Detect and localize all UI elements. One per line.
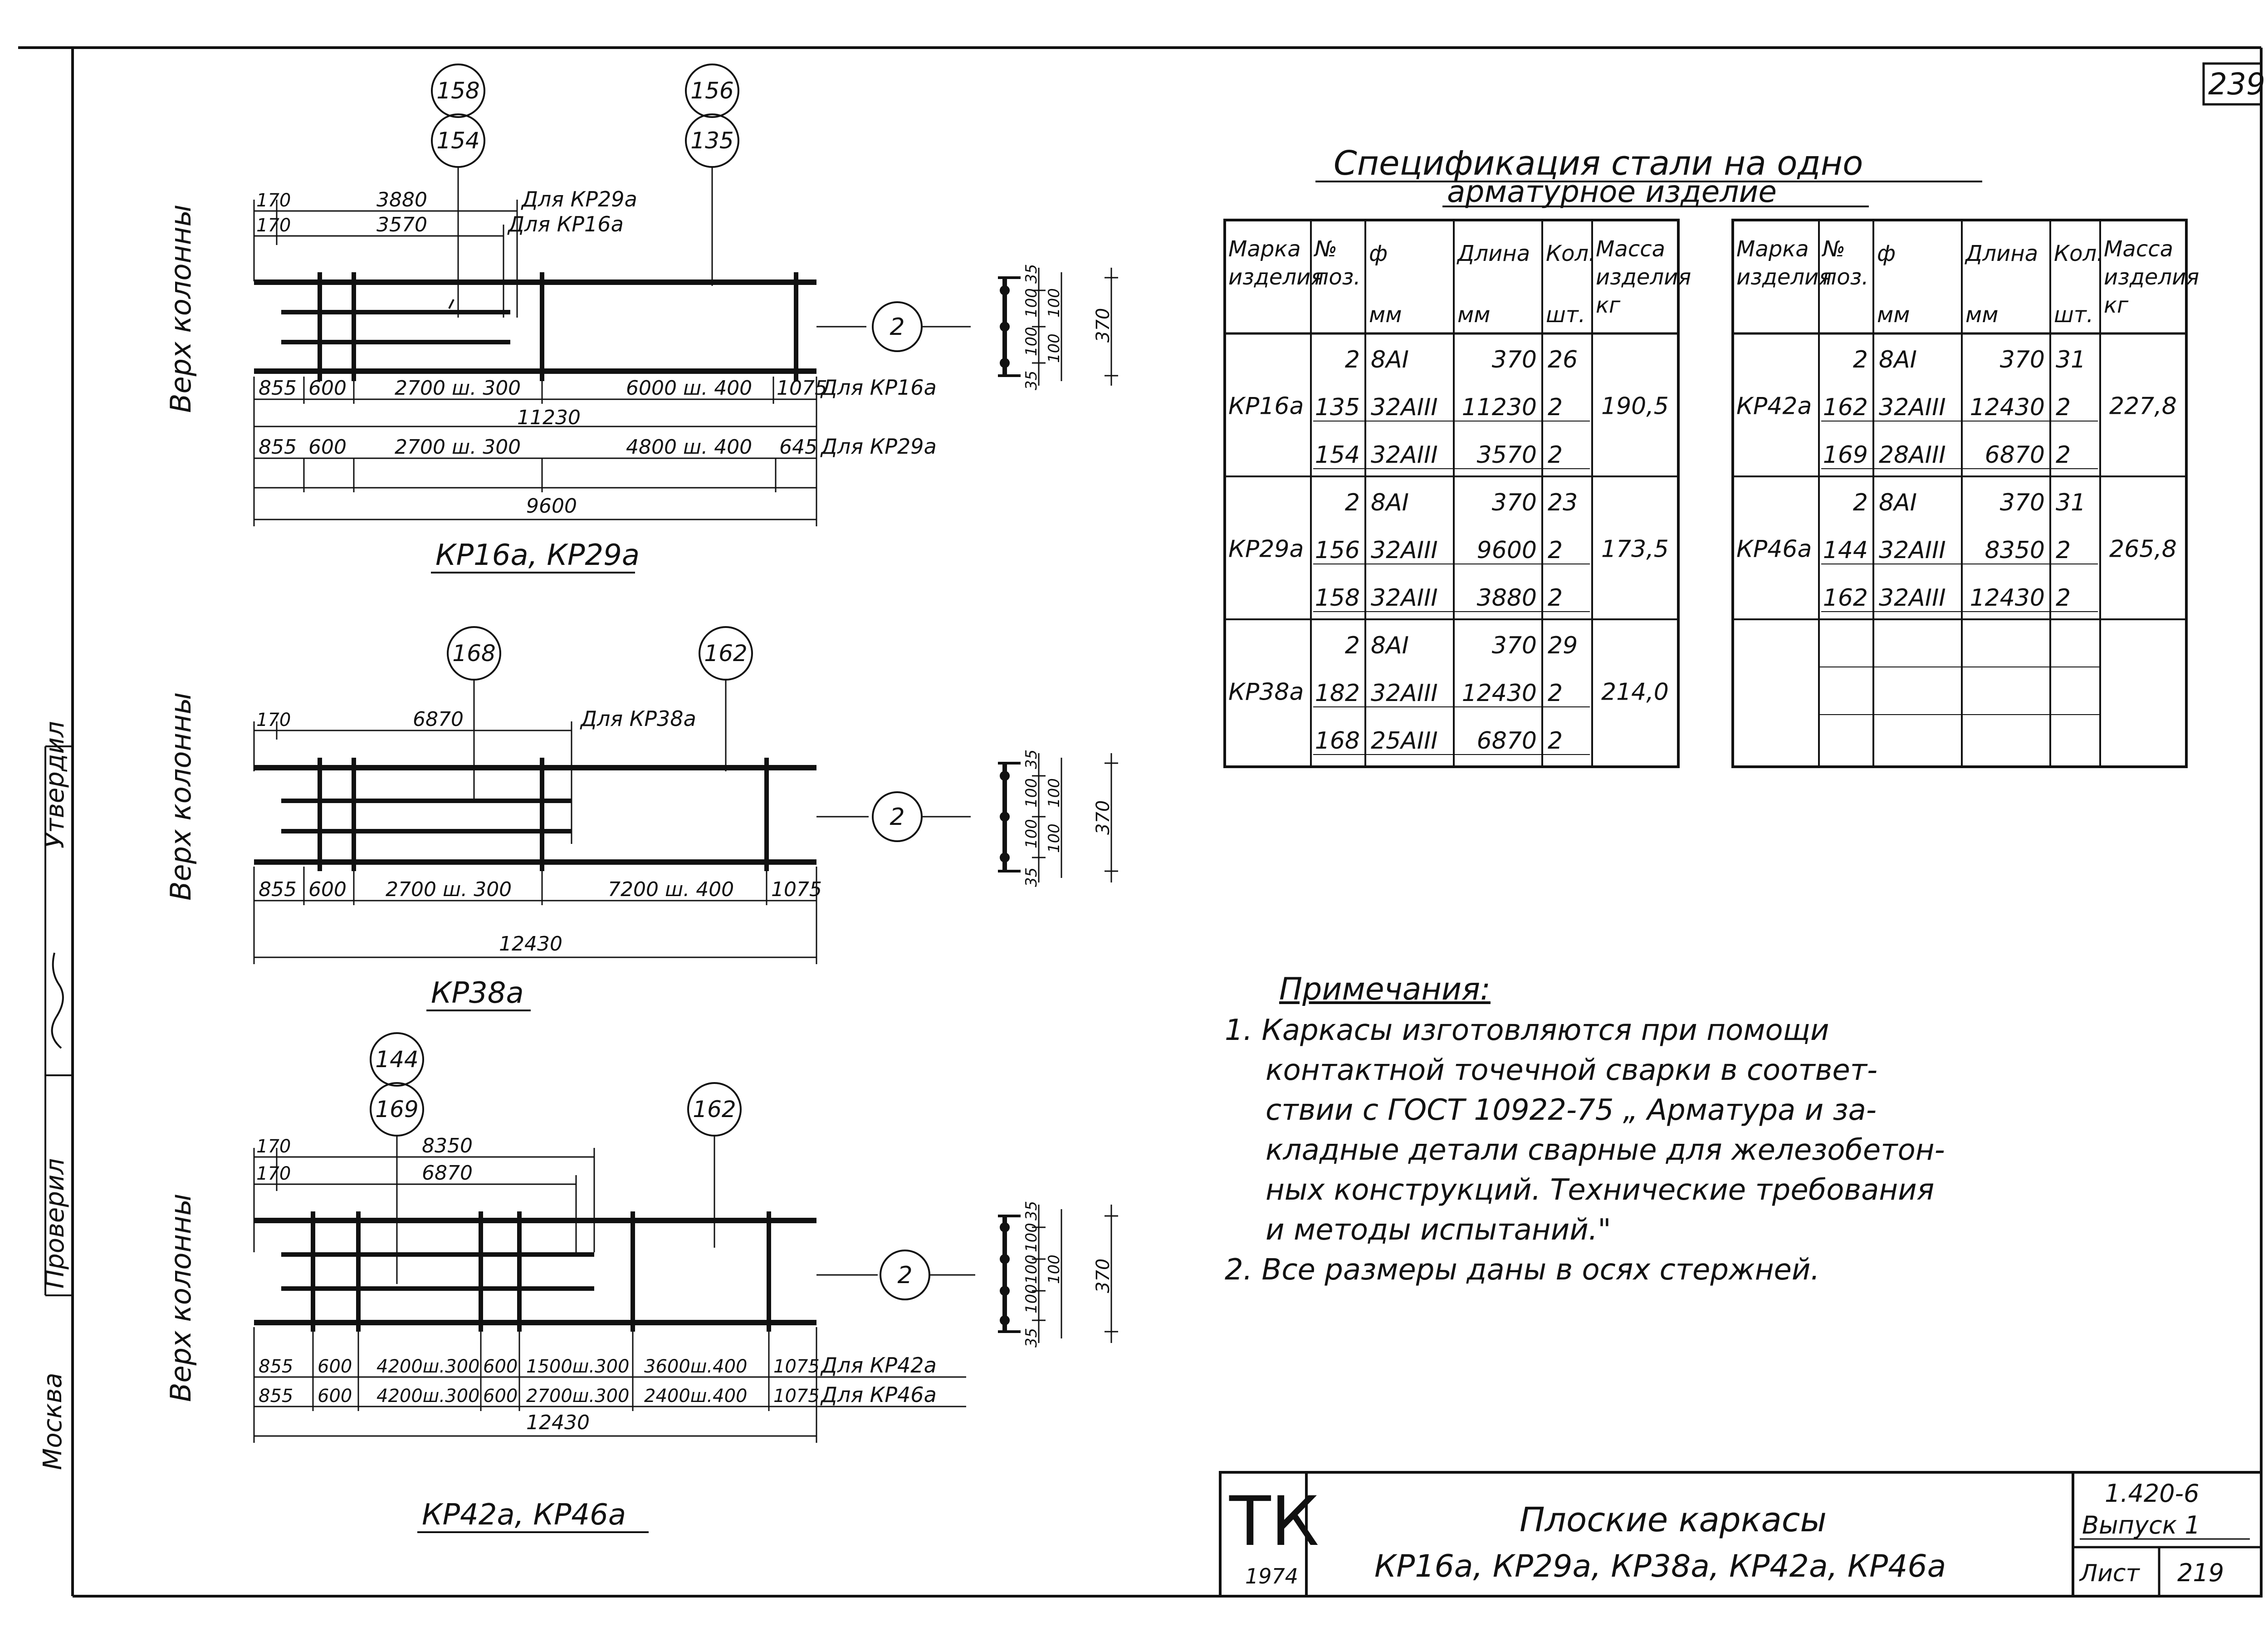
dim-note: Для КР38а [581, 706, 696, 731]
section-dim: 100 [1022, 1255, 1041, 1284]
spec-cell: 8АI [1879, 346, 1917, 373]
dim-label: 2700 ш. 300 [386, 878, 512, 901]
section-dim: 370 [1093, 800, 1114, 835]
spec-cell: 2 [1548, 680, 1563, 707]
spec-cell: 32АIII [1371, 584, 1438, 612]
spec-cell: 370 [1491, 489, 1537, 516]
spec-header-cell: Длина [1457, 241, 1530, 266]
dim-note: Для КР16а [821, 375, 937, 400]
spec-mark: КР38а [1228, 678, 1304, 706]
dim-label: 6000 ш. 400 [626, 377, 753, 400]
spec-mark: КР46а [1736, 535, 1812, 563]
section-dim: 100 [1022, 778, 1041, 808]
dim-label: 170 [256, 1163, 291, 1184]
dim-label: 1075 [771, 878, 822, 901]
side-signature-icon [52, 953, 63, 1048]
dim-label: 855 [259, 436, 297, 459]
spec-cell: 154 [1315, 441, 1360, 469]
spec-cell: 370 [1491, 632, 1537, 659]
note-line: 1. Каркасы изготовляются при помощи [1225, 1014, 1829, 1047]
spec-cell: 32АIII [1879, 537, 1946, 564]
spec-cell: 6870 [1476, 727, 1537, 755]
spec-header-cell: ф [1369, 241, 1388, 266]
spec-cell: 2 [1548, 537, 1563, 564]
section-dim: 35 [1022, 749, 1041, 769]
spec-header-cell: шт. [2054, 302, 2094, 328]
spec-cell: 3570 [1476, 441, 1537, 469]
dim-label: 1075 [773, 1356, 820, 1377]
section-dim: 100 [1022, 1284, 1041, 1314]
spec-title-line1: Спецификация стали на одно [1334, 144, 1863, 183]
spec-header-cell: кг [1596, 293, 1621, 318]
section-marker-label: 2 [897, 1262, 913, 1289]
dim-label: 1075 [777, 377, 827, 400]
dim-label: 170 [256, 190, 291, 211]
dim-label: 6870 [422, 1162, 473, 1185]
spec-cell: 8АI [1371, 346, 1409, 373]
spec-cell: 156 [1315, 537, 1360, 564]
spec-header-cell: Длина [1965, 241, 2038, 266]
spec-cell: 2 [1548, 727, 1563, 755]
spec-cell: 31 [2056, 489, 2086, 516]
spec-header-cell: мм [1965, 302, 1999, 328]
spec-cell: 370 [1999, 346, 2045, 373]
section-dim: 370 [1093, 308, 1114, 343]
dim-total: 9600 [526, 495, 577, 518]
note-line: ных конструкций. Технические требования [1266, 1173, 1935, 1207]
spec-header-cell: изделия [1228, 265, 1324, 290]
dim-label: 2700ш.300 [526, 1386, 630, 1407]
spec-mass: 265,8 [2109, 535, 2177, 563]
title-series: 1.420-6 [2105, 1479, 2200, 1508]
callout-label: 162 [693, 1096, 736, 1122]
detail-caption: КР16а, КР29а [435, 539, 640, 572]
dim-label: 3600ш.400 [644, 1356, 748, 1377]
section-dim: 370 [1093, 1258, 1114, 1293]
callout-label: 154 [436, 127, 480, 154]
spec-header-cell: Марка [1736, 236, 1809, 262]
dim-label: 645 [779, 436, 817, 459]
dim-note: Для КР29а [522, 187, 637, 211]
spec-mark: КР16а [1228, 392, 1304, 420]
spec-cell: 31 [2056, 346, 2086, 373]
detail-kr16-kr29 [164, 64, 1118, 573]
spec-mark: КР42а [1736, 392, 1812, 420]
detail-caption: КР42а, КР46а [422, 1498, 626, 1532]
spec-header-cell: изделия [1596, 265, 1691, 290]
spec-cell: 2 [2056, 394, 2071, 421]
section-dim: 100 [1022, 1223, 1041, 1252]
spec-cell: 32АIII [1879, 584, 1946, 612]
dim-label: 6870 [413, 708, 464, 731]
dim-note: Для КР16а [508, 212, 624, 236]
title-logo: ТК [1229, 1482, 1320, 1561]
column-top-label: Верх колонны [164, 1193, 197, 1402]
callout-label: 162 [704, 640, 748, 667]
title-issue: Выпуск 1 [2082, 1511, 2200, 1539]
spec-cell: 8АI [1371, 632, 1409, 659]
section-marker-label: 2 [890, 314, 905, 341]
spec-header-cell: мм [1877, 302, 1910, 328]
spec-header-cell: Марка [1228, 236, 1301, 262]
spec-table-right [1733, 220, 2199, 767]
section-dim: 100 [1022, 288, 1041, 318]
section-dim: 100 [1045, 823, 1063, 853]
note-line: и методы испытаний." [1266, 1213, 1611, 1247]
spec-cell: 12430 [1461, 680, 1537, 707]
spec-cell: 8АI [1371, 489, 1409, 516]
callout-label: 169 [375, 1096, 419, 1122]
dim-label: 2700 ш. 300 [395, 377, 521, 400]
dim-label: 2700 ш. 300 [395, 436, 521, 459]
dim-note: Для КР42а [821, 1353, 937, 1377]
spec-cell: 2 [2056, 441, 2071, 469]
spec-cell: 2 [1344, 489, 1360, 516]
dim-label: 170 [256, 215, 291, 236]
section-dim: 100 [1045, 1255, 1063, 1284]
dim-total: 11230 [517, 406, 581, 429]
spec-cell: 3880 [1476, 584, 1537, 612]
spec-header-cell: мм [1457, 302, 1491, 328]
side-label-approved: Утвердил [40, 721, 70, 848]
spec-mass: 173,5 [1601, 535, 1669, 563]
spec-cell: 32АIII [1371, 441, 1438, 469]
section-dim: 35 [1022, 370, 1041, 390]
spec-cell: 370 [1491, 346, 1537, 373]
spec-cell: 25АIII [1371, 727, 1438, 755]
spec-cell: 370 [1999, 489, 2045, 516]
dim-label: 8350 [422, 1134, 473, 1157]
dim-label: 170 [256, 1136, 291, 1157]
dim-label: 7200 ш. 400 [608, 878, 734, 901]
section-marker-label: 2 [890, 804, 905, 831]
callout-label: 158 [436, 78, 480, 104]
spec-cell: 23 [1548, 489, 1578, 516]
spec-title-line2: арматурное изделие [1447, 174, 1777, 209]
spec-cell: 2 [1548, 441, 1563, 469]
spec-header-cell: Масса [1596, 236, 1666, 262]
spec-header-cell: изделия [2104, 265, 2200, 290]
title-line2: КР16а, КР29а, КР38а, КР42а, КР46а [1374, 1549, 1946, 1584]
spec-cell: 2 [1548, 584, 1563, 612]
dim-label: 855 [259, 1386, 293, 1407]
spec-mass: 214,0 [1601, 678, 1669, 706]
column-top-label: Верх колонны [164, 692, 197, 901]
note-line: 2. Все размеры даны в осях стержней. [1225, 1253, 1820, 1287]
dim-label: 600 [308, 436, 347, 459]
spec-cell: 168 [1315, 727, 1360, 755]
dim-label: 600 [318, 1356, 352, 1377]
spec-table-left [1225, 220, 1691, 767]
dim-label: 3570 [376, 213, 427, 236]
callout-label: 156 [690, 78, 734, 104]
spec-cell: 6870 [1984, 441, 2045, 469]
spec-cell: 162 [1823, 584, 1868, 612]
section-dim: 100 [1045, 778, 1063, 808]
sheet-number-box [2204, 64, 2265, 104]
spec-cell: 144 [1823, 537, 1868, 564]
spec-cell: 2 [2056, 584, 2071, 612]
spec-cell: 2 [1853, 346, 1868, 373]
detail-kr38 [164, 627, 1118, 1010]
dim-label: 600 [483, 1386, 518, 1407]
dim-label: 2400ш.400 [644, 1386, 748, 1407]
spec-mass: 227,8 [2109, 392, 2177, 420]
spec-header-cell: шт. [1546, 302, 1586, 328]
spec-header-cell: Кол. [1546, 241, 1596, 266]
spec-cell: 158 [1315, 584, 1360, 612]
note-line: контактной точечной сварки в соответ- [1266, 1054, 1878, 1087]
dim-label: 600 [318, 1386, 352, 1407]
spec-cell: 169 [1823, 441, 1868, 469]
dim-label: 855 [259, 1356, 293, 1377]
spec-cell: 2 [1344, 632, 1360, 659]
spec-header-cell: кг [2104, 293, 2129, 318]
callout-label: 135 [690, 127, 734, 154]
spec-cell: 2 [1548, 394, 1563, 421]
dim-label: 1500ш.300 [526, 1356, 630, 1377]
spec-cell: 9600 [1476, 537, 1537, 564]
note-line: кладные детали сварные для железобетон- [1266, 1133, 1945, 1167]
spec-cell: 12430 [1970, 394, 2045, 421]
spec-cell: 2 [2056, 537, 2071, 564]
section-dim: 35 [1022, 264, 1041, 284]
spec-cell: 162 [1823, 394, 1868, 421]
spec-header-cell: № [1315, 236, 1337, 262]
spec-section [1225, 144, 2199, 767]
spec-mass: 190,5 [1601, 392, 1669, 420]
spec-header-cell: № [1823, 236, 1845, 262]
spec-header-cell: мм [1369, 302, 1402, 328]
section-dim: 35 [1022, 1201, 1041, 1220]
spec-cell: 135 [1315, 394, 1360, 421]
spec-header-cell: поз. [1823, 265, 1869, 290]
notes-heading: Примечания: [1279, 971, 1491, 1007]
dim-label: 4200ш.300 [376, 1356, 480, 1377]
dim-label: 855 [259, 377, 297, 400]
dim-label: 600 [308, 377, 347, 400]
section-dim: 100 [1022, 819, 1041, 848]
callout-label: 144 [375, 1046, 419, 1073]
dim-label: 855 [259, 878, 297, 901]
dim-label: 4200ш.300 [376, 1386, 480, 1407]
spec-cell: 12430 [1970, 584, 2045, 612]
spec-cell: 32АIII [1371, 537, 1438, 564]
spec-cell: 26 [1548, 346, 1578, 373]
dim-total: 12430 [526, 1411, 590, 1434]
title-sheet-number: 219 [2177, 1559, 2224, 1587]
spec-cell: 182 [1315, 680, 1360, 707]
spec-cell: 8350 [1984, 537, 2045, 564]
section-dim: 100 [1022, 327, 1041, 356]
section-dim: 100 [1045, 333, 1063, 363]
side-label-city: Москва [38, 1372, 68, 1470]
section-dim: 35 [1022, 1328, 1041, 1348]
side-label-checked: Проверил [40, 1158, 70, 1289]
column-top-label: Верх колонны [164, 204, 197, 413]
spec-cell: 32АIII [1371, 680, 1438, 707]
detail-caption: КР38а [431, 976, 524, 1010]
spec-mark: КР29а [1228, 535, 1304, 563]
detail-kr42-kr46 [164, 1033, 1118, 1532]
spec-header-cell: ф [1877, 241, 1896, 266]
section-dim: 35 [1022, 867, 1041, 887]
spec-cell: 29 [1548, 632, 1578, 659]
dim-label: 600 [483, 1356, 518, 1377]
spec-header-cell: Кол. [2054, 241, 2104, 266]
spec-cell: 28АIII [1879, 441, 1946, 469]
spec-header-cell: Масса [2104, 236, 2174, 262]
note-line: ствии с ГОСТ 10922-75 „ Арматура и за- [1266, 1093, 1877, 1127]
dim-label: 600 [308, 878, 347, 901]
callout-label: 168 [452, 640, 496, 667]
dim-note: Для КР29а [821, 434, 937, 459]
spec-cell: 32АIII [1371, 394, 1438, 421]
spec-header-cell: изделия [1736, 265, 1832, 290]
dim-note: Для КР46а [821, 1382, 937, 1407]
spec-cell: 32АIII [1879, 394, 1946, 421]
spec-cell: 11230 [1461, 394, 1537, 421]
dim-label: 170 [256, 710, 291, 730]
spec-header-cell: поз. [1315, 265, 1361, 290]
title-sheet-label: Лист [2080, 1560, 2140, 1587]
dim-label: 4800 ш. 400 [626, 436, 753, 459]
dim-label: 3880 [376, 188, 427, 211]
dim-label: 1075 [773, 1386, 820, 1407]
spec-cell: 8АI [1879, 489, 1917, 516]
title-line1: Плоские каркасы [1520, 1500, 1827, 1539]
spec-cell: 2 [1853, 489, 1868, 516]
dim-total: 12430 [499, 932, 562, 956]
sheet-number: 239 [2208, 67, 2265, 102]
title-block [1220, 1472, 2261, 1596]
title-year: 1974 [1245, 1564, 1299, 1588]
spec-cell: 2 [1344, 346, 1360, 373]
section-dim: 100 [1045, 288, 1063, 318]
